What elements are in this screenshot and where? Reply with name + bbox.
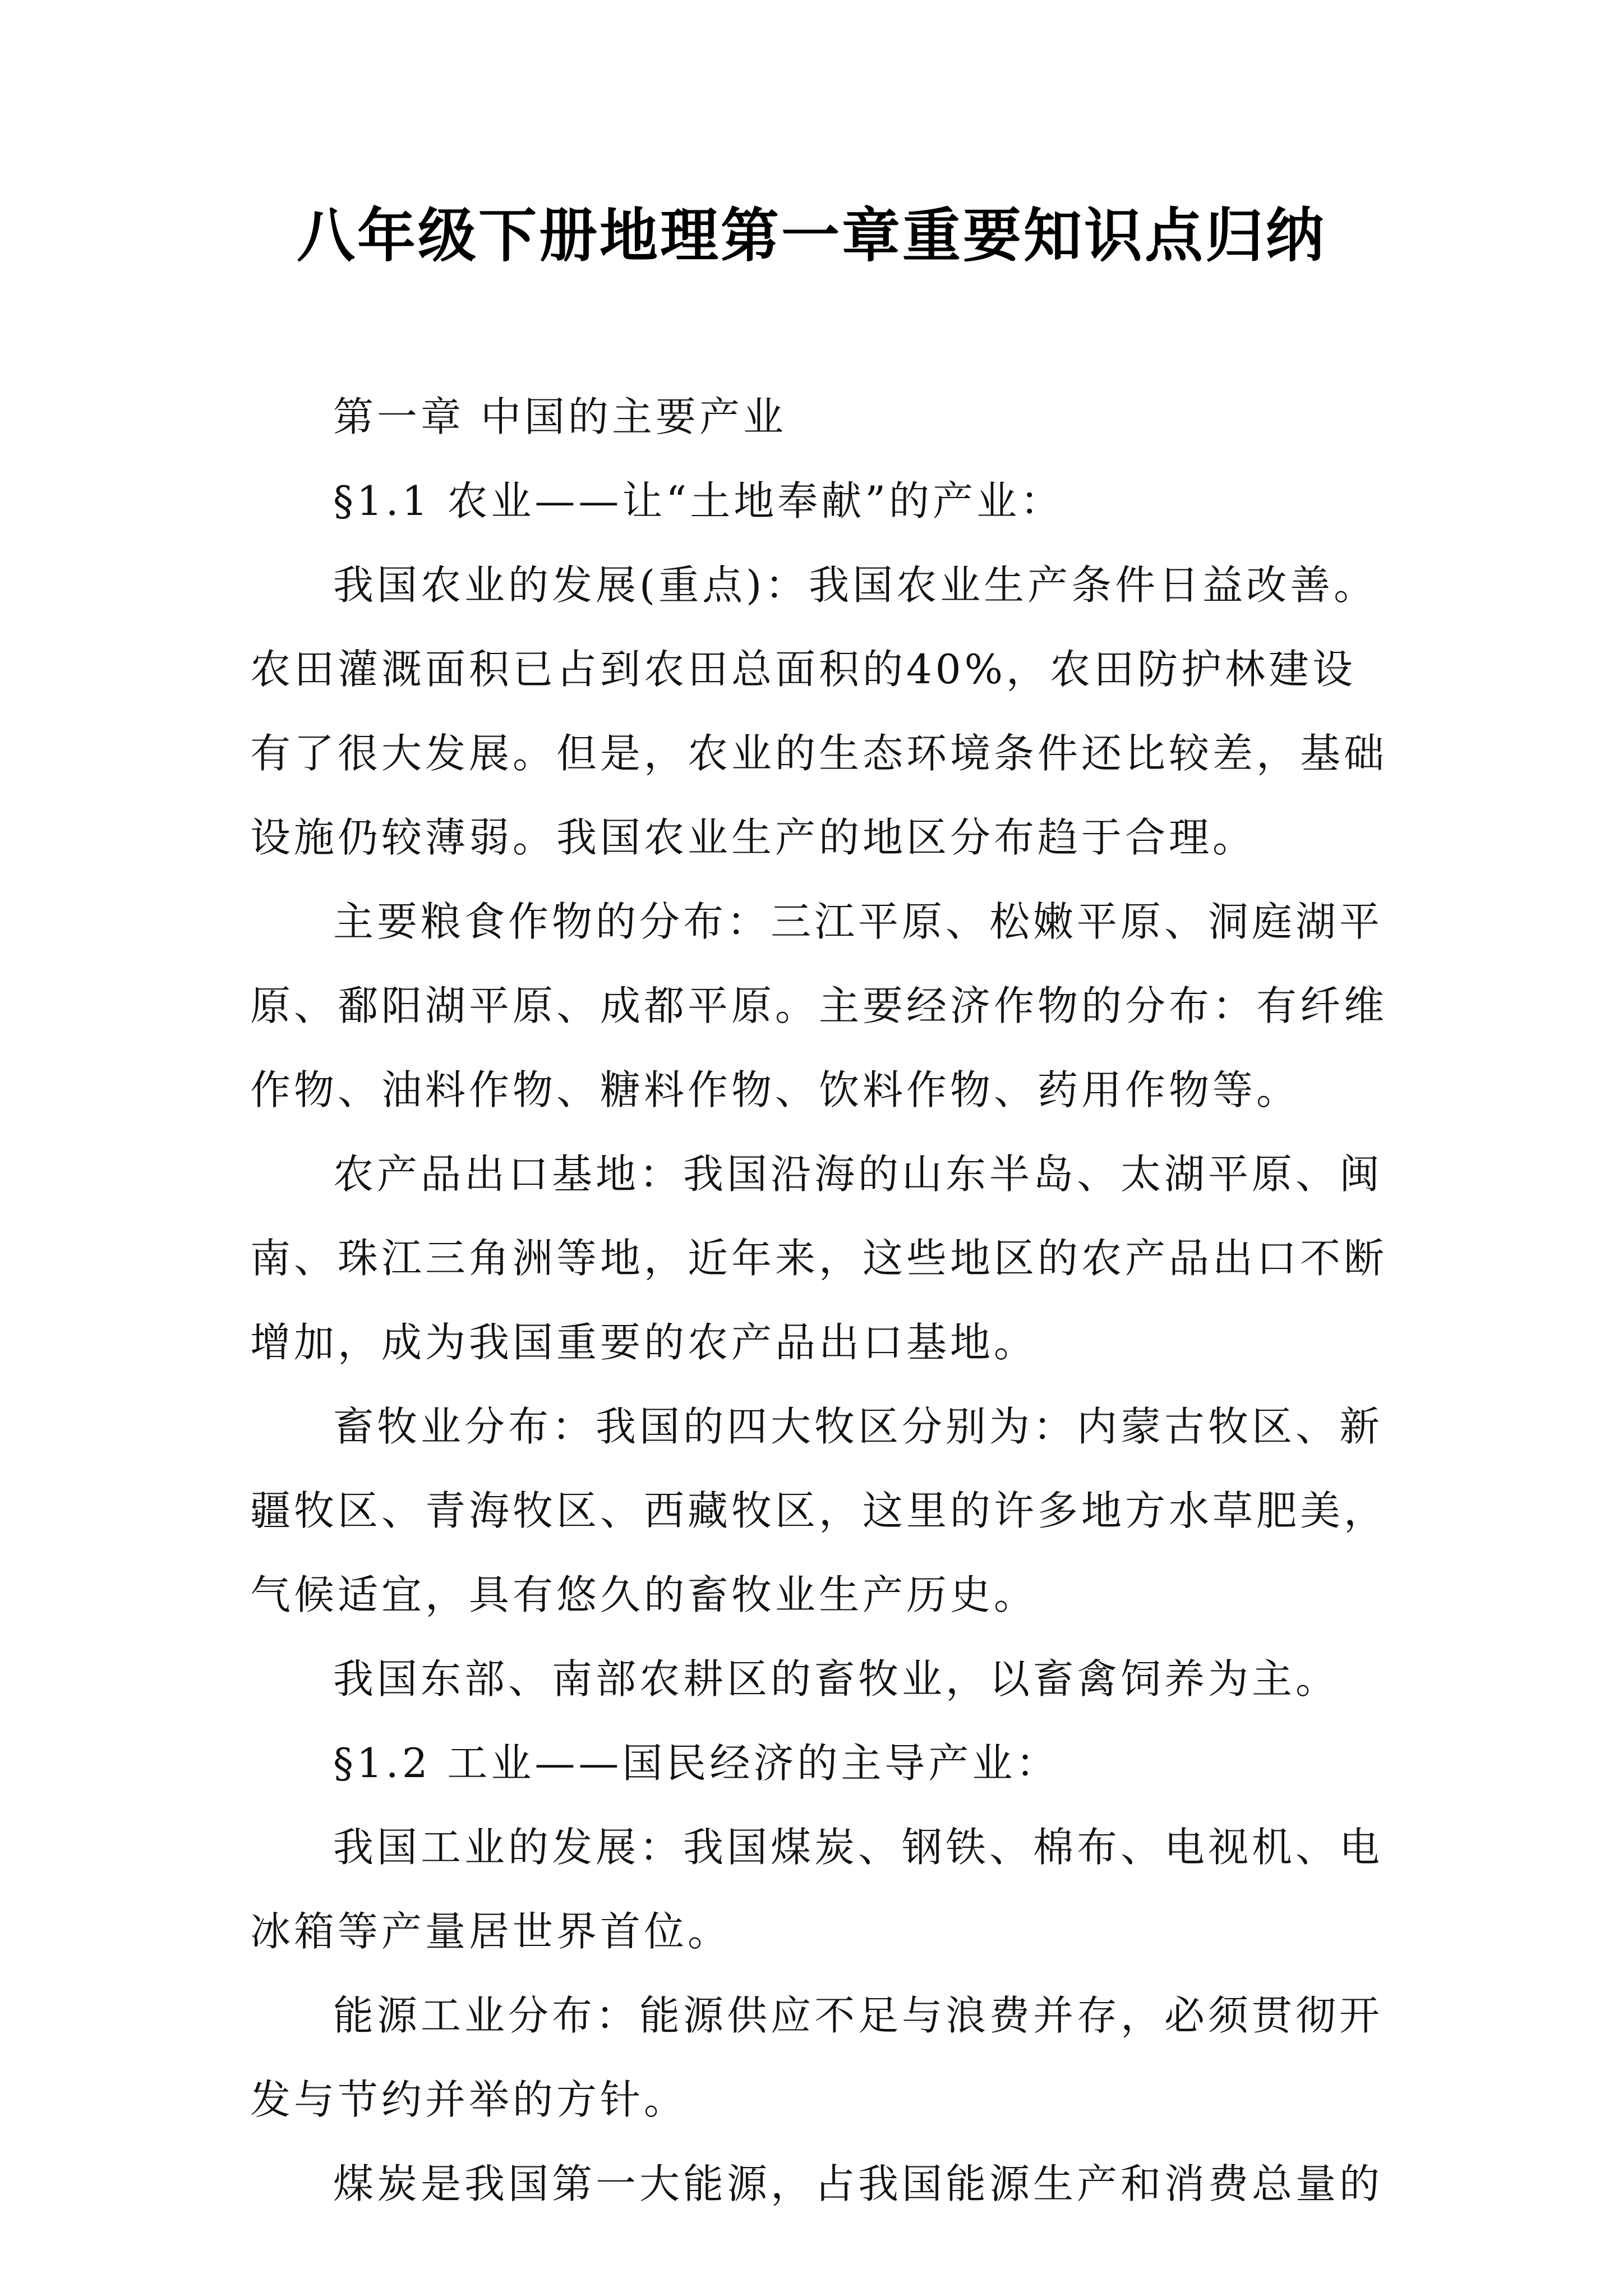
paragraph-energy-industry: 能源工业分布：能源供应不足与浪费并存，必须贯彻开发与节约并举的方针。 <box>250 1992 1384 2123</box>
paragraph-pastoral-areas: 畜牧业分布：我国的四大牧区分别为：内蒙古牧区、新疆牧区、青海牧区、西藏牧区，这里的许多地方水草肥美，气候适宜，具有悠久的畜牧业生产历史。 <box>250 1403 1388 1618</box>
paragraph-crop-distribution: 主要粮食作物的分布：三江平原、松嫩平原、洞庭湖平原、鄱阳湖平原、成都平原。主要经济作物的分布：有纤维作物、油料作物、糖料作物、饮料作物、药用作物等。 <box>250 898 1388 1114</box>
section-heading-1-1: §1.1 农业——让“土地奉献”的产业： <box>333 477 1064 524</box>
document-title: 八年级下册地理第一章重要知识点归纳 <box>296 201 1326 270</box>
document-body <box>250 375 1394 2226</box>
section-heading-1-2: §1.2 工业——国民经济的主导产业： <box>333 1740 1060 1787</box>
paragraph-export-bases: 农产品出口基地：我国沿海的山东半岛、太湖平原、闽南、珠江三角洲等地，近年来，这些地区的农产品出口不断增加，成为我国重要的农产品出口基地。 <box>250 1151 1388 1366</box>
paragraph-coal: 煤炭是我国第一大能源，占我国能源生产和消费总量的 <box>333 2160 1384 2207</box>
paragraph-farming-livestock: 我国东部、南部农耕区的畜牧业，以畜禽饲养为主。 <box>333 1655 1340 1703</box>
paragraph-industry-development: 我国工业的发展：我国煤炭、钢铁、棉布、电视机、电冰箱等产量居世界首位。 <box>250 1824 1384 1955</box>
paragraph-agriculture-development: 我国农业的发展(重点)：我国农业生产条件日益改善。农田灌溉面积已占到农田总面积的40%，农田防护林建设有了很大发展。但是，农业的生态环境条件还比较差，基础设施仍较薄弱。我国农业生产的地区分布趋于合理。 <box>250 562 1388 861</box>
chapter-heading: 第一章 中国的主要产业 <box>333 393 787 440</box>
